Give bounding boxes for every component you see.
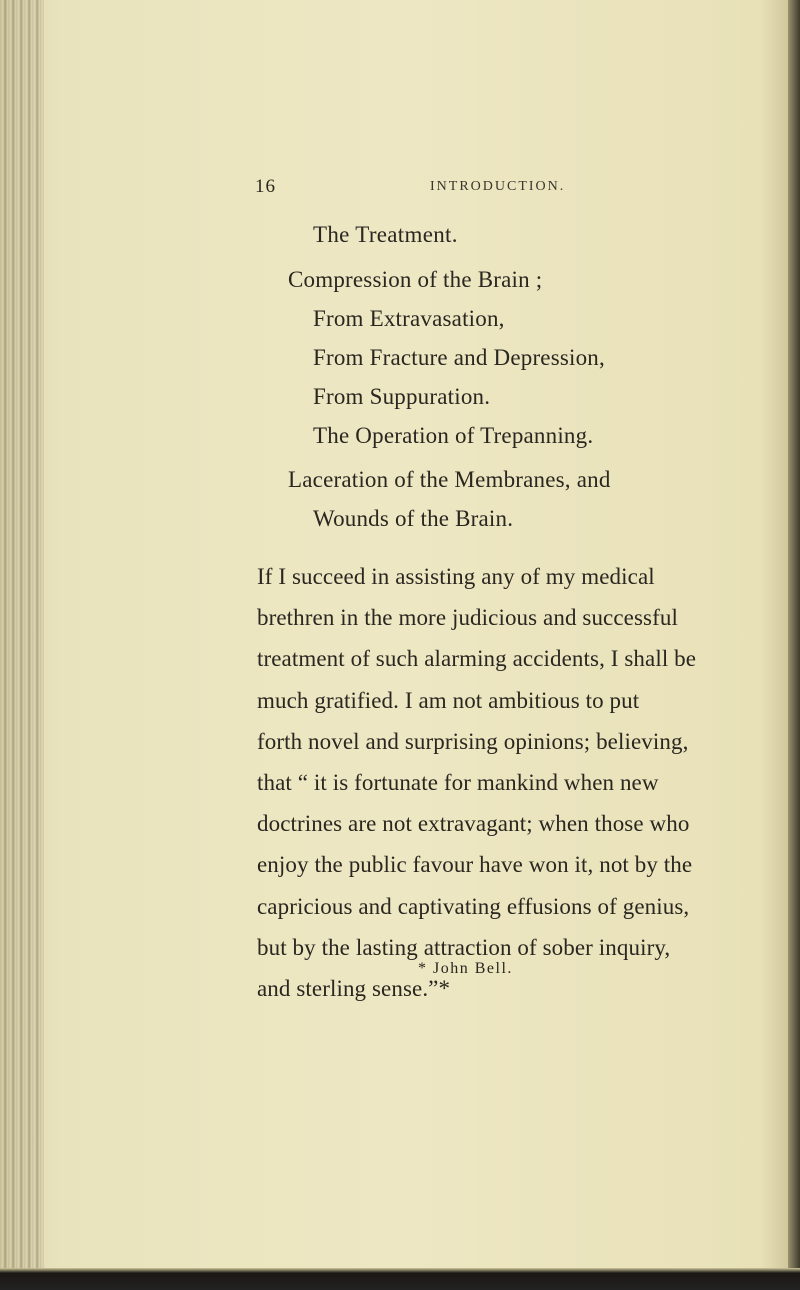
section-heading: The Treatment. [313, 222, 458, 247]
paragraph-line: capricious and captivating effusions of genius, [257, 893, 690, 919]
body-paragraph [257, 556, 732, 1009]
paragraph-line: doctrines are not extravagant; when those who [257, 811, 690, 837]
running-title: INTRODUCTION. [430, 179, 566, 194]
paragraph-line: and sterling sense.”* [257, 976, 451, 1002]
contents-line: From Fracture and Depression, [313, 345, 605, 370]
paragraph-line: treatment of such alarming accidents, I shall be [257, 646, 697, 672]
paragraph-line: but by the lasting attraction of sober inquiry, [257, 934, 671, 960]
contents-line: From Extravasation, [313, 306, 505, 331]
footnote-author-first: John [433, 960, 470, 977]
page-right-edge [788, 0, 800, 1290]
page-number: 16 [255, 176, 276, 197]
paragraph-line: forth novel and surprising opinions; believing, [257, 728, 689, 754]
paragraph-line: that “ it is fortunate for mankind when new [257, 770, 659, 796]
paragraph-line: enjoy the public favour have won it, not by the [257, 852, 693, 878]
contents-line: The Operation of Trepanning. [313, 423, 594, 448]
page-bottom-edge [0, 1268, 800, 1290]
contents-line: Laceration of the Membranes, and [288, 467, 611, 492]
contents-line: Wounds of the Brain. [313, 506, 514, 531]
paragraph-line: brethren in the more judicious and successful [257, 605, 678, 631]
running-head [255, 176, 725, 200]
footnote [418, 960, 513, 978]
paragraph-line: If I succeed in assisting any of my medical [257, 564, 655, 589]
page-binding-edge [0, 0, 44, 1280]
footnote-author-last: Bell. [474, 960, 513, 977]
contents-line: From Suppuration. [313, 384, 491, 409]
paragraph-line: much gratified. I am not ambitious to put [257, 687, 640, 713]
contents-line: Compression of the Brain ; [288, 267, 543, 292]
footnote-marker: * [418, 960, 428, 977]
